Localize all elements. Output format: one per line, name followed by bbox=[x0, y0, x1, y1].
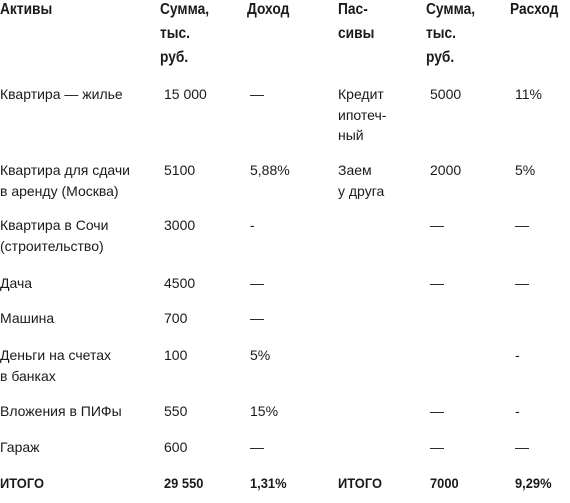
total-assets-sum: 29 550 bbox=[164, 475, 204, 491]
table-row bbox=[0, 215, 570, 273]
table-row bbox=[0, 401, 570, 437]
table-row bbox=[0, 437, 570, 473]
header-assets: Активы bbox=[0, 1, 53, 18]
asset-income: 5% bbox=[250, 347, 271, 363]
asset-sum: 700 bbox=[164, 310, 188, 326]
asset-name: Вложения в ПИФы bbox=[0, 403, 122, 419]
asset-income: — bbox=[250, 439, 264, 455]
asset-name: Деньги на счетах в банках bbox=[0, 347, 112, 384]
liability-sum: 2000 bbox=[430, 162, 462, 178]
asset-income: 5,88% bbox=[250, 162, 290, 178]
liability-name: Заем у друга bbox=[338, 162, 385, 199]
total-income: 1,31% bbox=[250, 475, 287, 491]
liability-sum: — bbox=[430, 403, 444, 419]
asset-sum: 5100 bbox=[164, 162, 196, 178]
total-liabilities-sum: 7000 bbox=[430, 475, 459, 491]
asset-name: Гараж bbox=[0, 439, 40, 455]
asset-income: — bbox=[250, 275, 264, 291]
total-row bbox=[0, 473, 570, 503]
liability-sum: — bbox=[430, 217, 444, 233]
liability-sum: — bbox=[430, 439, 444, 455]
table-row bbox=[0, 273, 570, 308]
header-row bbox=[0, 0, 570, 84]
asset-name: Машина bbox=[0, 310, 55, 326]
header-income: Доход bbox=[247, 1, 290, 18]
table-row bbox=[0, 160, 570, 215]
total-expense: 9,29% bbox=[515, 475, 552, 491]
asset-sum: 15 000 bbox=[164, 86, 207, 102]
table-row bbox=[0, 308, 570, 345]
liability-expense: — bbox=[515, 275, 529, 291]
liability-expense: 5% bbox=[515, 162, 536, 178]
liability-expense: — bbox=[515, 439, 529, 455]
liability-expense: 11% bbox=[515, 86, 542, 102]
asset-sum: 4500 bbox=[164, 275, 196, 291]
liability-sum: — bbox=[430, 275, 444, 291]
total-liabilities-label: ИТОГО bbox=[338, 475, 382, 491]
asset-sum: 100 bbox=[164, 347, 188, 363]
asset-income: — bbox=[250, 310, 264, 326]
header-expense: Расход bbox=[510, 1, 559, 18]
table-row bbox=[0, 345, 570, 401]
total-assets-label: ИТОГО bbox=[0, 475, 44, 491]
asset-income: — bbox=[250, 86, 264, 102]
liability-name: Кредит ипотеч- ный bbox=[338, 86, 387, 143]
asset-name: Дача bbox=[0, 275, 33, 291]
header-assets-sum: Сумма, тыс. руб. bbox=[160, 1, 210, 66]
asset-sum: 600 bbox=[164, 439, 188, 455]
liability-expense: - bbox=[515, 347, 520, 363]
asset-income: - bbox=[250, 217, 255, 233]
asset-income: 15% bbox=[250, 403, 279, 419]
header-liabilities-sum: Сумма, тыс. руб. bbox=[426, 1, 476, 66]
asset-sum: 3000 bbox=[164, 217, 196, 233]
asset-name: Квартира в Сочи (строительство) bbox=[0, 217, 109, 254]
liability-expense: - bbox=[515, 403, 520, 419]
asset-sum: 550 bbox=[164, 403, 188, 419]
asset-name: Квартира — жилье bbox=[0, 86, 123, 102]
header-liabilities: Пас- сивы bbox=[338, 1, 375, 42]
liability-expense: — bbox=[515, 217, 529, 233]
table-row bbox=[0, 84, 570, 160]
liability-sum: 5000 bbox=[430, 86, 462, 102]
asset-name: Квартира для сдачи в аренду (Москва) bbox=[0, 162, 130, 199]
